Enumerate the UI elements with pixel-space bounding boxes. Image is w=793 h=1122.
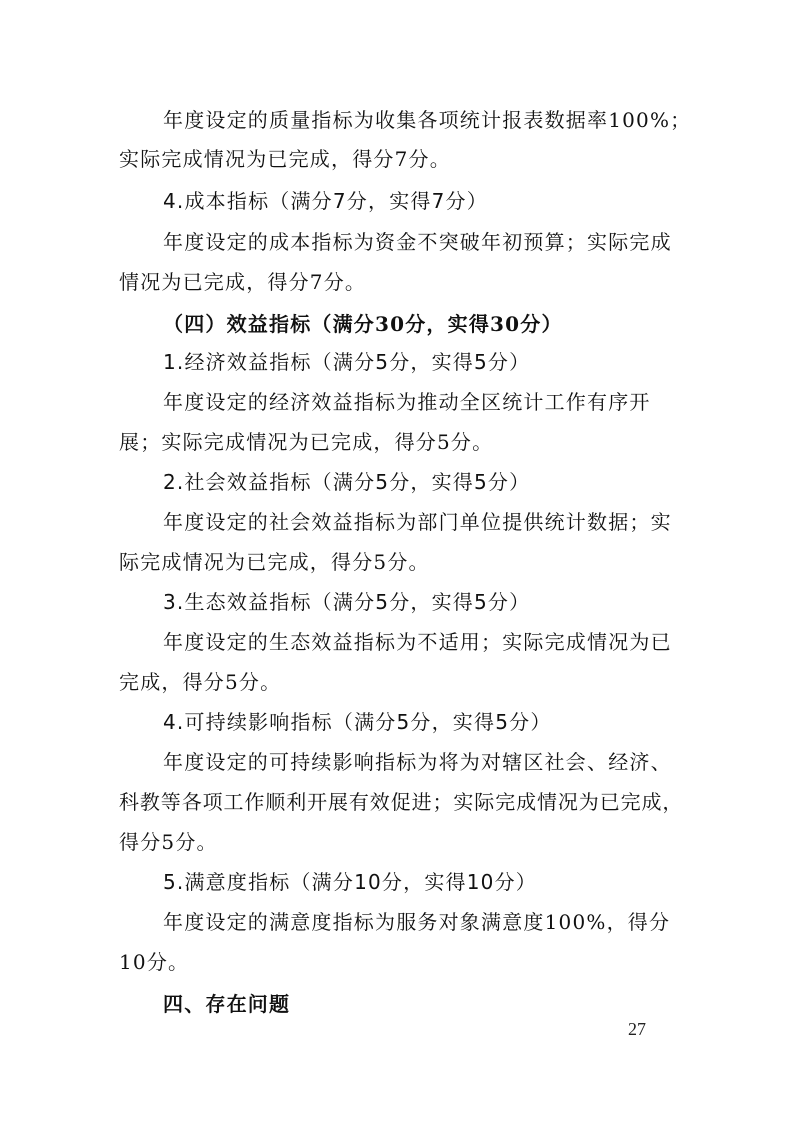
- paragraph-line-satisfaction-target: 年度设定的满意度指标为服务对象满意度100%，得分: [163, 910, 671, 934]
- page-number: 27: [628, 1019, 646, 1039]
- paragraph-line-ecological-result: 完成，得分5分。: [119, 670, 282, 694]
- paragraph-line-ecological-target: 年度设定的生态效益指标为不适用；实际完成情况为已: [163, 630, 672, 654]
- paragraph-line-quality-target: 年度设定的质量指标为收集各项统计报表数据率100%；: [163, 108, 692, 132]
- heading-satisfaction: 5.满意度指标（满分10分，实得10分）: [163, 870, 537, 894]
- paragraph-line-cost-target: 年度设定的成本指标为资金不突破年初预算；实际完成: [163, 230, 672, 254]
- heading-sustainable-impact: 4.可持续影响指标（满分5分，实得5分）: [163, 710, 552, 734]
- paragraph-line-economic-result: 展；实际完成情况为已完成，得分5分。: [119, 430, 494, 454]
- section-heading-existing-problems: 四、存在问题: [163, 992, 291, 1016]
- heading-social-benefit: 2.社会效益指标（满分5分，实得5分）: [163, 470, 531, 494]
- paragraph-line-economic-target: 年度设定的经济效益指标为推动全区统计工作有序开: [163, 390, 651, 414]
- paragraph-line-cost-result: 情况为已完成，得分7分。: [119, 270, 367, 294]
- heading-ecological-benefit: 3.生态效益指标（满分5分，实得5分）: [163, 590, 531, 614]
- paragraph-line-social-target: 年度设定的社会效益指标为部门单位提供统计数据；实: [163, 510, 672, 534]
- paragraph-line-sustainable-detail: 科教等各项工作顺利开展有效促进；实际完成情况为已完成，: [119, 790, 684, 814]
- heading-economic-benefit: 1.经济效益指标（满分5分，实得5分）: [163, 350, 531, 374]
- section-heading-benefit-indicators: （四）效益指标（满分30分，实得30分）: [163, 312, 563, 336]
- paragraph-line-satisfaction-result: 10分。: [119, 950, 190, 974]
- paragraph-line-quality-result: 实际完成情况为已完成，得分7分。: [119, 147, 451, 171]
- paragraph-line-social-result: 际完成情况为已完成，得分5分。: [119, 550, 430, 574]
- paragraph-line-sustainable-target: 年度设定的可持续影响指标为将为对辖区社会、经济、: [163, 750, 672, 774]
- heading-cost-indicator: 4.成本指标（满分7分，实得7分）: [163, 189, 488, 213]
- paragraph-line-sustainable-result: 得分5分。: [119, 830, 218, 854]
